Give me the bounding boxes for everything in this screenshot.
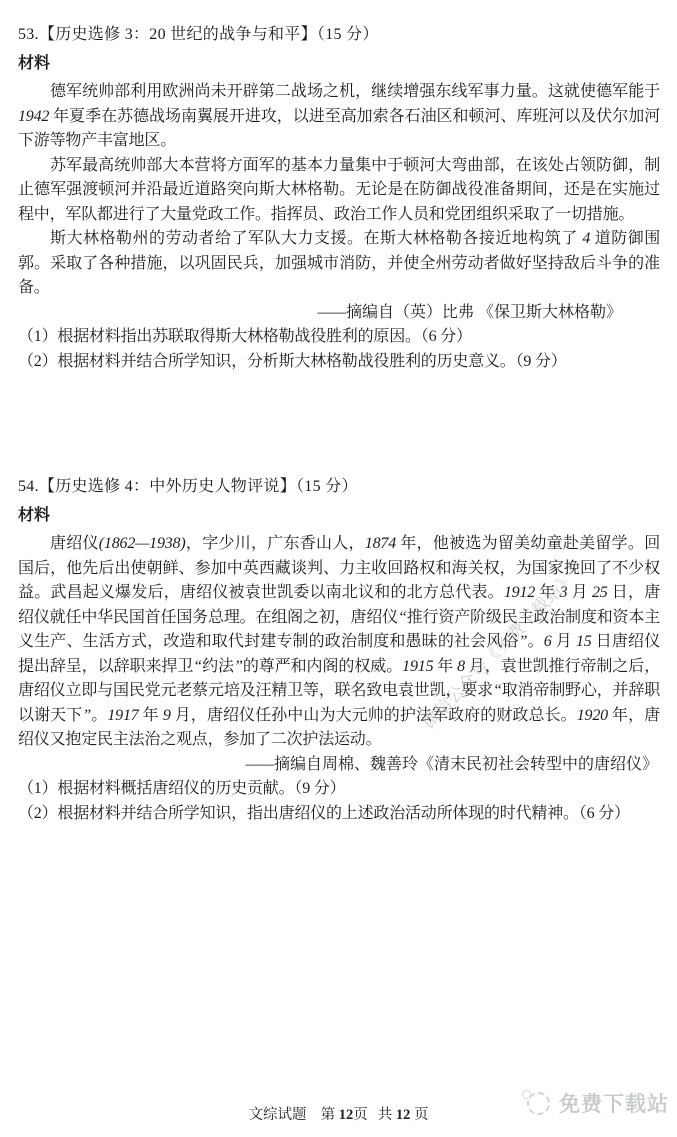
material-text-54 xyxy=(18,532,660,753)
footer-total-number: 12 xyxy=(395,1107,411,1123)
question-53-section xyxy=(18,25,660,374)
download-site-logo-icon xyxy=(527,1092,550,1115)
material-paragraph: 斯大林格勒州的劳动者给了军队大力支援。在斯大林格勒各接近地构筑了 4 道防御围郭。采取了各种措施，以巩固民兵，加强城市消防，并使全州劳动者做好坚持敌后斗争的准备。 xyxy=(18,230,660,296)
source-attribution-54: ——摘编自周棉、魏善玲《清末民初社会转型中的唐绍仪》 xyxy=(245,755,658,773)
material-label-53: 材料 xyxy=(18,55,51,72)
footer-page-unit: 页 xyxy=(353,1107,368,1123)
material-paragraph: 德军统帅部利用欧洲尚未开辟第二战场之机，继续增强东线军事力量。这就使德军能于 1942 年夏季在苏德战场南翼展开进攻，以进至高加索各石油区和顿河、库班河以及伏尔加河下游等物产丰富地区。 xyxy=(18,83,660,149)
diagonal-watermark: 微信公众号《免费下载站》 xyxy=(418,568,579,733)
material-paragraph: 苏军最高统帅部大本营将方面军的基本力量集中于顿河大弯曲部，在该处占领防御，制止德军强渡顿河并沿最近道路突向斯大林格勒。无论是在防御战役准备期间，还是在实施过程中，军队都进行了大量党政工作。指挥员、政治工作人员和党团组织采取了一切措施。 xyxy=(18,156,660,223)
footer-total-prefix: 共 xyxy=(377,1107,393,1123)
footer-doc-title: 文综试题 xyxy=(248,1107,307,1123)
download-site-watermark-text: 免费下载站 xyxy=(559,1092,669,1116)
question-54-1: （1）根据材料概括唐绍仪的历史贡献。（9 分） xyxy=(18,780,346,797)
question-53-title: 53.【历史选修 3：20 世纪的战争与和平】（15 分） xyxy=(18,26,379,43)
question-53-2: （2）根据材料并结合所学知识，分析斯大林格勒战役胜利的历史意义。（9 分） xyxy=(18,352,567,370)
footer-total-unit: 页 xyxy=(413,1107,429,1123)
question-54-2: （2）根据材料并结合所学知识，指出唐绍仪的上述政治活动所体现的时代精神。（6 分） xyxy=(18,804,630,822)
question-54-section xyxy=(18,477,660,826)
footer-page-number: 12 xyxy=(338,1107,354,1123)
question-53-1: （1）根据材料指出苏联取得斯大林格勒战役胜利的原因。（6 分） xyxy=(18,328,472,345)
material-paragraph: 唐绍仪(1862—1938)，字少川，广东香山人，1874 年，他被选为留美幼童赴美留学。回国后，他先后出使朝鲜、参加中英西藏谈判、力主收回路权和海关权，为国家挽回了不少权益。武昌起义爆发后，唐绍仪被袁世凯委以南北议和的北方总代表。1912 年 3 月 25 日，唐绍仪就任中华民国首任国务总理。在组阁之初，唐绍仪“推行资产阶级民主政治制度和资本主义生产、生活方式，改造和取代封建专制的政治制度和愚昧的社会风俗”。6 月 15 日唐绍仪提出辞呈，以辞职来捍卫“约法”的尊严和内阁的权威。1915 年 8 月，袁世凯推行帝制之后，唐绍仪立即与国民党元老蔡元培及汪精卫等，联名致电袁世凯，要求“取消帝制野心，并辞职以谢天下”。1917 年 9 月，唐绍仪任孙中山为大元帅的护法军政府的财政总长。1920 年，唐绍仪又抱定民主法治之观点，参加了二次护法运动。 xyxy=(18,535,660,748)
footer-page-prefix: 第 xyxy=(320,1107,336,1123)
material-label-54: 材料 xyxy=(18,507,51,524)
material-text-53 xyxy=(18,80,660,301)
source-attribution-53: ——摘编自（英）比弗 《保卫斯大林格勒》 xyxy=(317,303,622,321)
question-54-title: 54.【历史选修 4：中外历史人物评说】（15 分） xyxy=(18,478,358,495)
download-site-watermark xyxy=(527,1088,669,1118)
